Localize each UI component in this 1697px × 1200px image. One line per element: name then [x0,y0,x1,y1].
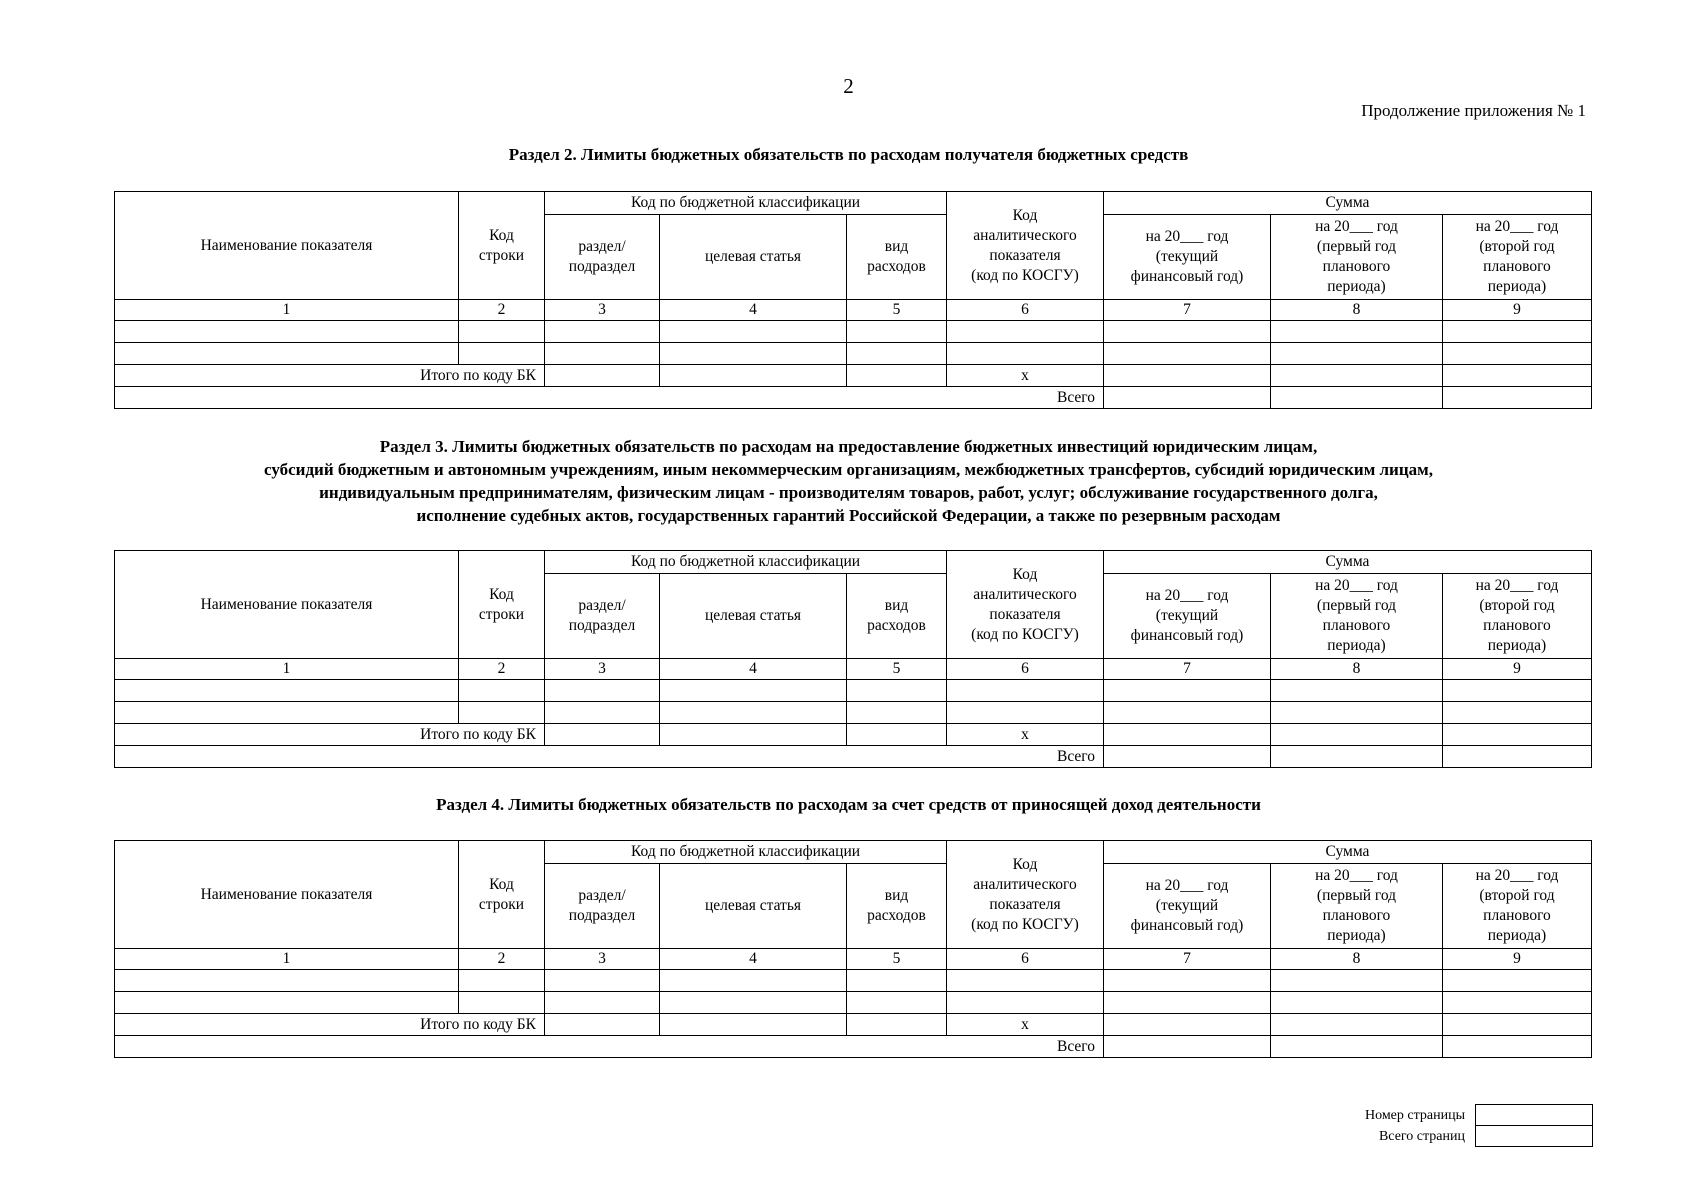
year-first-line: периода) [1327,278,1386,295]
header-target-article: целевая статья [660,864,847,949]
total-pages-label: Всего страниц [1378,1128,1465,1144]
table-cell[interactable] [1104,387,1271,409]
table-cell[interactable] [1271,387,1443,409]
section-line: раздел/ [578,887,626,904]
total-by-bk-row [115,724,1592,746]
table-cell[interactable] [459,992,545,1014]
year-current-line: (текущий [1155,607,1219,624]
column-number: 9 [1443,659,1592,680]
table-cell[interactable] [660,970,847,992]
column-number: 6 [947,300,1104,321]
table-cell[interactable] [847,343,947,365]
table-cell[interactable] [459,321,545,343]
column-number: 4 [660,300,847,321]
analytic-code-line: показателя [989,895,1061,913]
header-bk-group: Код по бюджетной классификации [545,551,947,574]
page-counter [1364,1104,1593,1147]
column-number: 5 [847,949,947,970]
column-number: 4 [660,949,847,970]
table-cell[interactable] [1271,970,1443,992]
grand-total-label: Всего [115,1036,1104,1058]
expense-type-line: вид [884,887,909,904]
year-second-line: (второй год [1479,238,1555,255]
table-cell[interactable] [1104,1014,1271,1036]
year-second-line: планового [1483,617,1551,634]
section-line: раздел/ [578,597,626,614]
table-cell[interactable] [545,970,660,992]
table-cell[interactable] [459,343,545,365]
header-year-current [1104,574,1271,659]
table-cell[interactable] [1271,1014,1443,1036]
grand-total-row [115,1036,1592,1058]
year-first-line: на 20___ год [1315,867,1398,884]
column-number-row [115,949,1592,970]
appendix-continuation-note: Продолжение приложения № 1 [1361,101,1586,120]
header-line-code [459,551,545,659]
table-cell[interactable] [847,321,947,343]
section-3-title [0,435,1697,527]
column-number: 7 [1104,949,1271,970]
year-first-line: планового [1322,617,1391,634]
page-number-label: Номер страницы [1364,1107,1465,1123]
table-cell[interactable] [1443,680,1592,702]
header-line-code [459,841,545,949]
section-line: подраздел [568,907,636,924]
analytic-code-line: Код [1012,565,1038,583]
year-first-line: периода) [1327,637,1386,654]
header-expense-type [847,215,947,300]
table-row [115,992,1592,1014]
table-cell[interactable] [1104,970,1271,992]
table-cell[interactable] [545,343,660,365]
year-first-line: на 20___ год [1315,218,1398,235]
year-second-line: периода) [1487,927,1547,944]
year-first-line: планового [1322,258,1391,275]
header-sum-group: Сумма [1104,192,1592,215]
table-cell[interactable] [1271,992,1443,1014]
table-cell[interactable] [545,365,660,387]
total-by-bk-analytic: х [947,365,1104,387]
year-second-line: планового [1483,907,1551,924]
table-cell[interactable] [660,724,847,746]
section-3-table [114,550,1592,768]
table-cell[interactable] [1271,1036,1443,1058]
table-cell[interactable] [545,680,660,702]
year-second-line: на 20___ год [1475,218,1559,235]
column-number: 7 [1104,659,1271,680]
table-cell[interactable] [847,992,947,1014]
header-line-code [459,192,545,300]
column-number: 3 [545,949,660,970]
section-2-table [114,191,1592,409]
title-line: исполнение судебных актов, государственных гарантий Российской Федерации, а также по резервным расходам [416,506,1281,525]
table-cell[interactable] [1104,321,1271,343]
header-analytic-code [947,551,1104,659]
analytic-code-line: (код по КОСГУ) [971,915,1079,933]
table-cell[interactable] [545,992,660,1014]
year-current-line: (текущий [1155,248,1219,265]
header-year-second [1443,215,1592,300]
section-4-table [114,840,1592,1058]
table-cell[interactable] [115,992,459,1014]
header-indicator-name: Наименование показателя [115,841,459,949]
title-line: Раздел 4. Лимиты бюджетных обязательств по расходам за счет средств от приносящей доход деятельности [436,795,1261,814]
table-row [115,343,1592,365]
line-code-line: строки [478,246,525,264]
header-indicator-name: Наименование показателя [115,192,459,300]
column-number: 2 [459,659,545,680]
table-cell[interactable] [947,970,1104,992]
table-row [115,321,1592,343]
table-cell[interactable] [1443,365,1592,387]
year-second-line: (второй год [1479,597,1555,614]
column-number: 7 [1104,300,1271,321]
table-cell[interactable] [1104,365,1271,387]
table-cell[interactable] [947,680,1104,702]
column-number: 1 [115,949,459,970]
column-number: 2 [459,300,545,321]
analytic-code-line: (код по КОСГУ) [971,266,1079,284]
table-cell[interactable] [545,1014,660,1036]
table-cell[interactable] [1271,724,1443,746]
title-line: субсидий бюджетным и автономным учреждениям, иным некоммерческим организациям, межбюджетных трансфертов, субсидий юридическим лицам, [264,460,1433,479]
table-row [115,970,1592,992]
year-first-line: (первый год [1316,887,1397,904]
table-cell[interactable] [1271,343,1443,365]
table-cell[interactable] [660,321,847,343]
line-code-line: Код [489,585,514,603]
table-cell[interactable] [545,724,660,746]
header-year-current [1104,215,1271,300]
table-cell[interactable] [847,970,947,992]
table-cell[interactable] [1271,702,1443,724]
page-number-field[interactable] [1476,1105,1593,1126]
table-cell[interactable] [1443,702,1592,724]
year-first-line: на 20___ год [1315,577,1398,594]
column-number: 6 [947,659,1104,680]
column-number: 5 [847,300,947,321]
table-cell[interactable] [459,680,545,702]
header-year-first [1271,574,1443,659]
table-cell[interactable] [459,970,545,992]
total-by-bk-row [115,1014,1592,1036]
total-by-bk-analytic: х [947,1014,1104,1036]
table-cell[interactable] [1104,746,1271,768]
table-cell[interactable] [947,321,1104,343]
header-analytic-code [947,841,1104,949]
table-cell[interactable] [847,702,947,724]
header-bk-group: Код по бюджетной классификации [545,841,947,864]
year-second-line: периода) [1487,278,1547,295]
table-cell[interactable] [1443,1036,1592,1058]
year-first-line: (первый год [1316,238,1397,255]
table-cell[interactable] [545,321,660,343]
analytic-code-line: (код по КОСГУ) [971,625,1079,643]
header-row [115,551,1592,574]
year-current-line: финансовый год) [1130,917,1244,934]
section-2-title [0,143,1697,166]
table-cell[interactable] [1443,1014,1592,1036]
year-second-line: периода) [1487,637,1547,654]
total-by-bk-label: Итого по коду БК [115,1014,545,1036]
analytic-code-line: аналитического [973,585,1077,603]
header-expense-type [847,864,947,949]
expense-type-line: расходов [867,907,926,924]
table-cell[interactable] [947,702,1104,724]
header-sum-group: Сумма [1104,841,1592,864]
year-current-line: (текущий [1155,897,1219,914]
section-4-title [0,793,1697,816]
grand-total-row [115,746,1592,768]
table-cell[interactable] [1443,387,1592,409]
table-cell[interactable] [1104,343,1271,365]
table-cell[interactable] [1443,724,1592,746]
table-cell[interactable] [115,680,459,702]
analytic-code-line: Код [1012,855,1038,873]
year-second-line: планового [1483,258,1551,275]
grand-total-row [115,387,1592,409]
grand-total-label: Всего [115,387,1104,409]
column-number: 3 [545,300,660,321]
table-cell[interactable] [1271,746,1443,768]
table-cell[interactable] [660,365,847,387]
year-first-line: периода) [1327,927,1386,944]
table-cell[interactable] [1443,321,1592,343]
header-year-first [1271,864,1443,949]
year-second-line: на 20___ год [1475,577,1559,594]
table-row [115,680,1592,702]
column-number: 8 [1271,659,1443,680]
table-cell[interactable] [1443,992,1592,1014]
column-number: 1 [115,300,459,321]
table-cell[interactable] [847,724,947,746]
column-number: 5 [847,659,947,680]
analytic-code-line: показателя [989,605,1061,623]
table-cell[interactable] [1271,365,1443,387]
header-expense-type [847,574,947,659]
title-line: Раздел 2. Лимиты бюджетных обязательств по расходам получателя бюджетных средств [508,145,1189,164]
header-section [545,574,660,659]
total-by-bk-row [115,365,1592,387]
year-second-line: (второй год [1479,887,1555,904]
column-number: 8 [1271,300,1443,321]
header-indicator-name: Наименование показателя [115,551,459,659]
year-current-line: на 20___ год [1145,228,1229,245]
header-bk-group: Код по бюджетной классификации [545,192,947,215]
table-cell[interactable] [1443,343,1592,365]
header-year-current [1104,864,1271,949]
total-by-bk-label: Итого по коду БК [115,365,545,387]
header-year-second [1443,574,1592,659]
table-cell[interactable] [115,321,459,343]
header-row [115,841,1592,864]
year-current-line: финансовый год) [1130,268,1244,285]
header-section [545,864,660,949]
table-cell[interactable] [660,992,847,1014]
total-by-bk-label: Итого по коду БК [115,724,545,746]
table-cell[interactable] [545,702,660,724]
header-target-article: целевая статья [660,574,847,659]
table-cell[interactable] [847,1014,947,1036]
table-cell[interactable] [1104,680,1271,702]
table-cell[interactable] [1104,702,1271,724]
line-code-line: строки [478,605,525,623]
header-row [115,192,1592,215]
expense-type-line: вид [884,238,909,255]
table-row [115,702,1592,724]
column-number: 9 [1443,949,1592,970]
grand-total-label: Всего [115,746,1104,768]
table-cell[interactable] [1104,992,1271,1014]
column-number: 6 [947,949,1104,970]
line-code-line: Код [489,226,514,244]
header-year-second [1443,864,1592,949]
analytic-code-line: показателя [989,246,1061,264]
analytic-code-line: аналитического [973,226,1077,244]
line-code-line: Код [489,875,514,893]
table-cell[interactable] [1104,724,1271,746]
table-cell[interactable] [660,343,847,365]
table-cell[interactable] [947,992,1104,1014]
column-number: 9 [1443,300,1592,321]
table-cell[interactable] [847,365,947,387]
year-current-line: финансовый год) [1130,627,1244,644]
column-number-row [115,300,1592,321]
expense-type-line: расходов [867,258,926,275]
table-cell[interactable] [847,680,947,702]
analytic-code-line: Код [1012,206,1038,224]
table-cell[interactable] [1271,680,1443,702]
table-cell[interactable] [947,343,1104,365]
header-year-first [1271,215,1443,300]
year-second-line: на 20___ год [1475,867,1559,884]
title-line: индивидуальным предпринимателям, физическим лицам - производителям товаров, работ, услуг; обслуживание государственного долга, [319,483,1378,502]
expense-type-line: расходов [867,617,926,634]
column-number: 2 [459,949,545,970]
table-cell[interactable] [1443,746,1592,768]
table-cell[interactable] [459,702,545,724]
column-number: 8 [1271,949,1443,970]
table-cell[interactable] [1104,1036,1271,1058]
table-cell[interactable] [660,680,847,702]
header-section [545,215,660,300]
table-cell[interactable] [660,702,847,724]
table-cell[interactable] [1271,321,1443,343]
header-sum-group: Сумма [1104,551,1592,574]
year-first-line: (первый год [1316,597,1397,614]
header-target-article: целевая статья [660,215,847,300]
column-number: 1 [115,659,459,680]
year-current-line: на 20___ год [1145,877,1229,894]
year-current-line: на 20___ год [1145,587,1229,604]
title-line: Раздел 3. Лимиты бюджетных обязательств по расходам на предоставление бюджетных инвестиций юридическим лицам, [379,437,1318,456]
table-cell[interactable] [115,702,459,724]
year-first-line: планового [1322,907,1391,924]
total-pages-field[interactable] [1476,1126,1593,1147]
table-cell[interactable] [115,343,459,365]
expense-type-line: вид [884,597,909,614]
page-number: 2 [843,74,854,98]
table-cell[interactable] [660,1014,847,1036]
analytic-code-line: аналитического [973,875,1077,893]
line-code-line: строки [478,895,525,913]
table-cell[interactable] [1443,970,1592,992]
section-line: подраздел [568,258,636,275]
section-line: раздел/ [578,238,626,255]
column-number: 3 [545,659,660,680]
section-line: подраздел [568,617,636,634]
total-by-bk-analytic: х [947,724,1104,746]
column-number: 4 [660,659,847,680]
table-cell[interactable] [115,970,459,992]
column-number-row [115,659,1592,680]
header-analytic-code [947,192,1104,300]
